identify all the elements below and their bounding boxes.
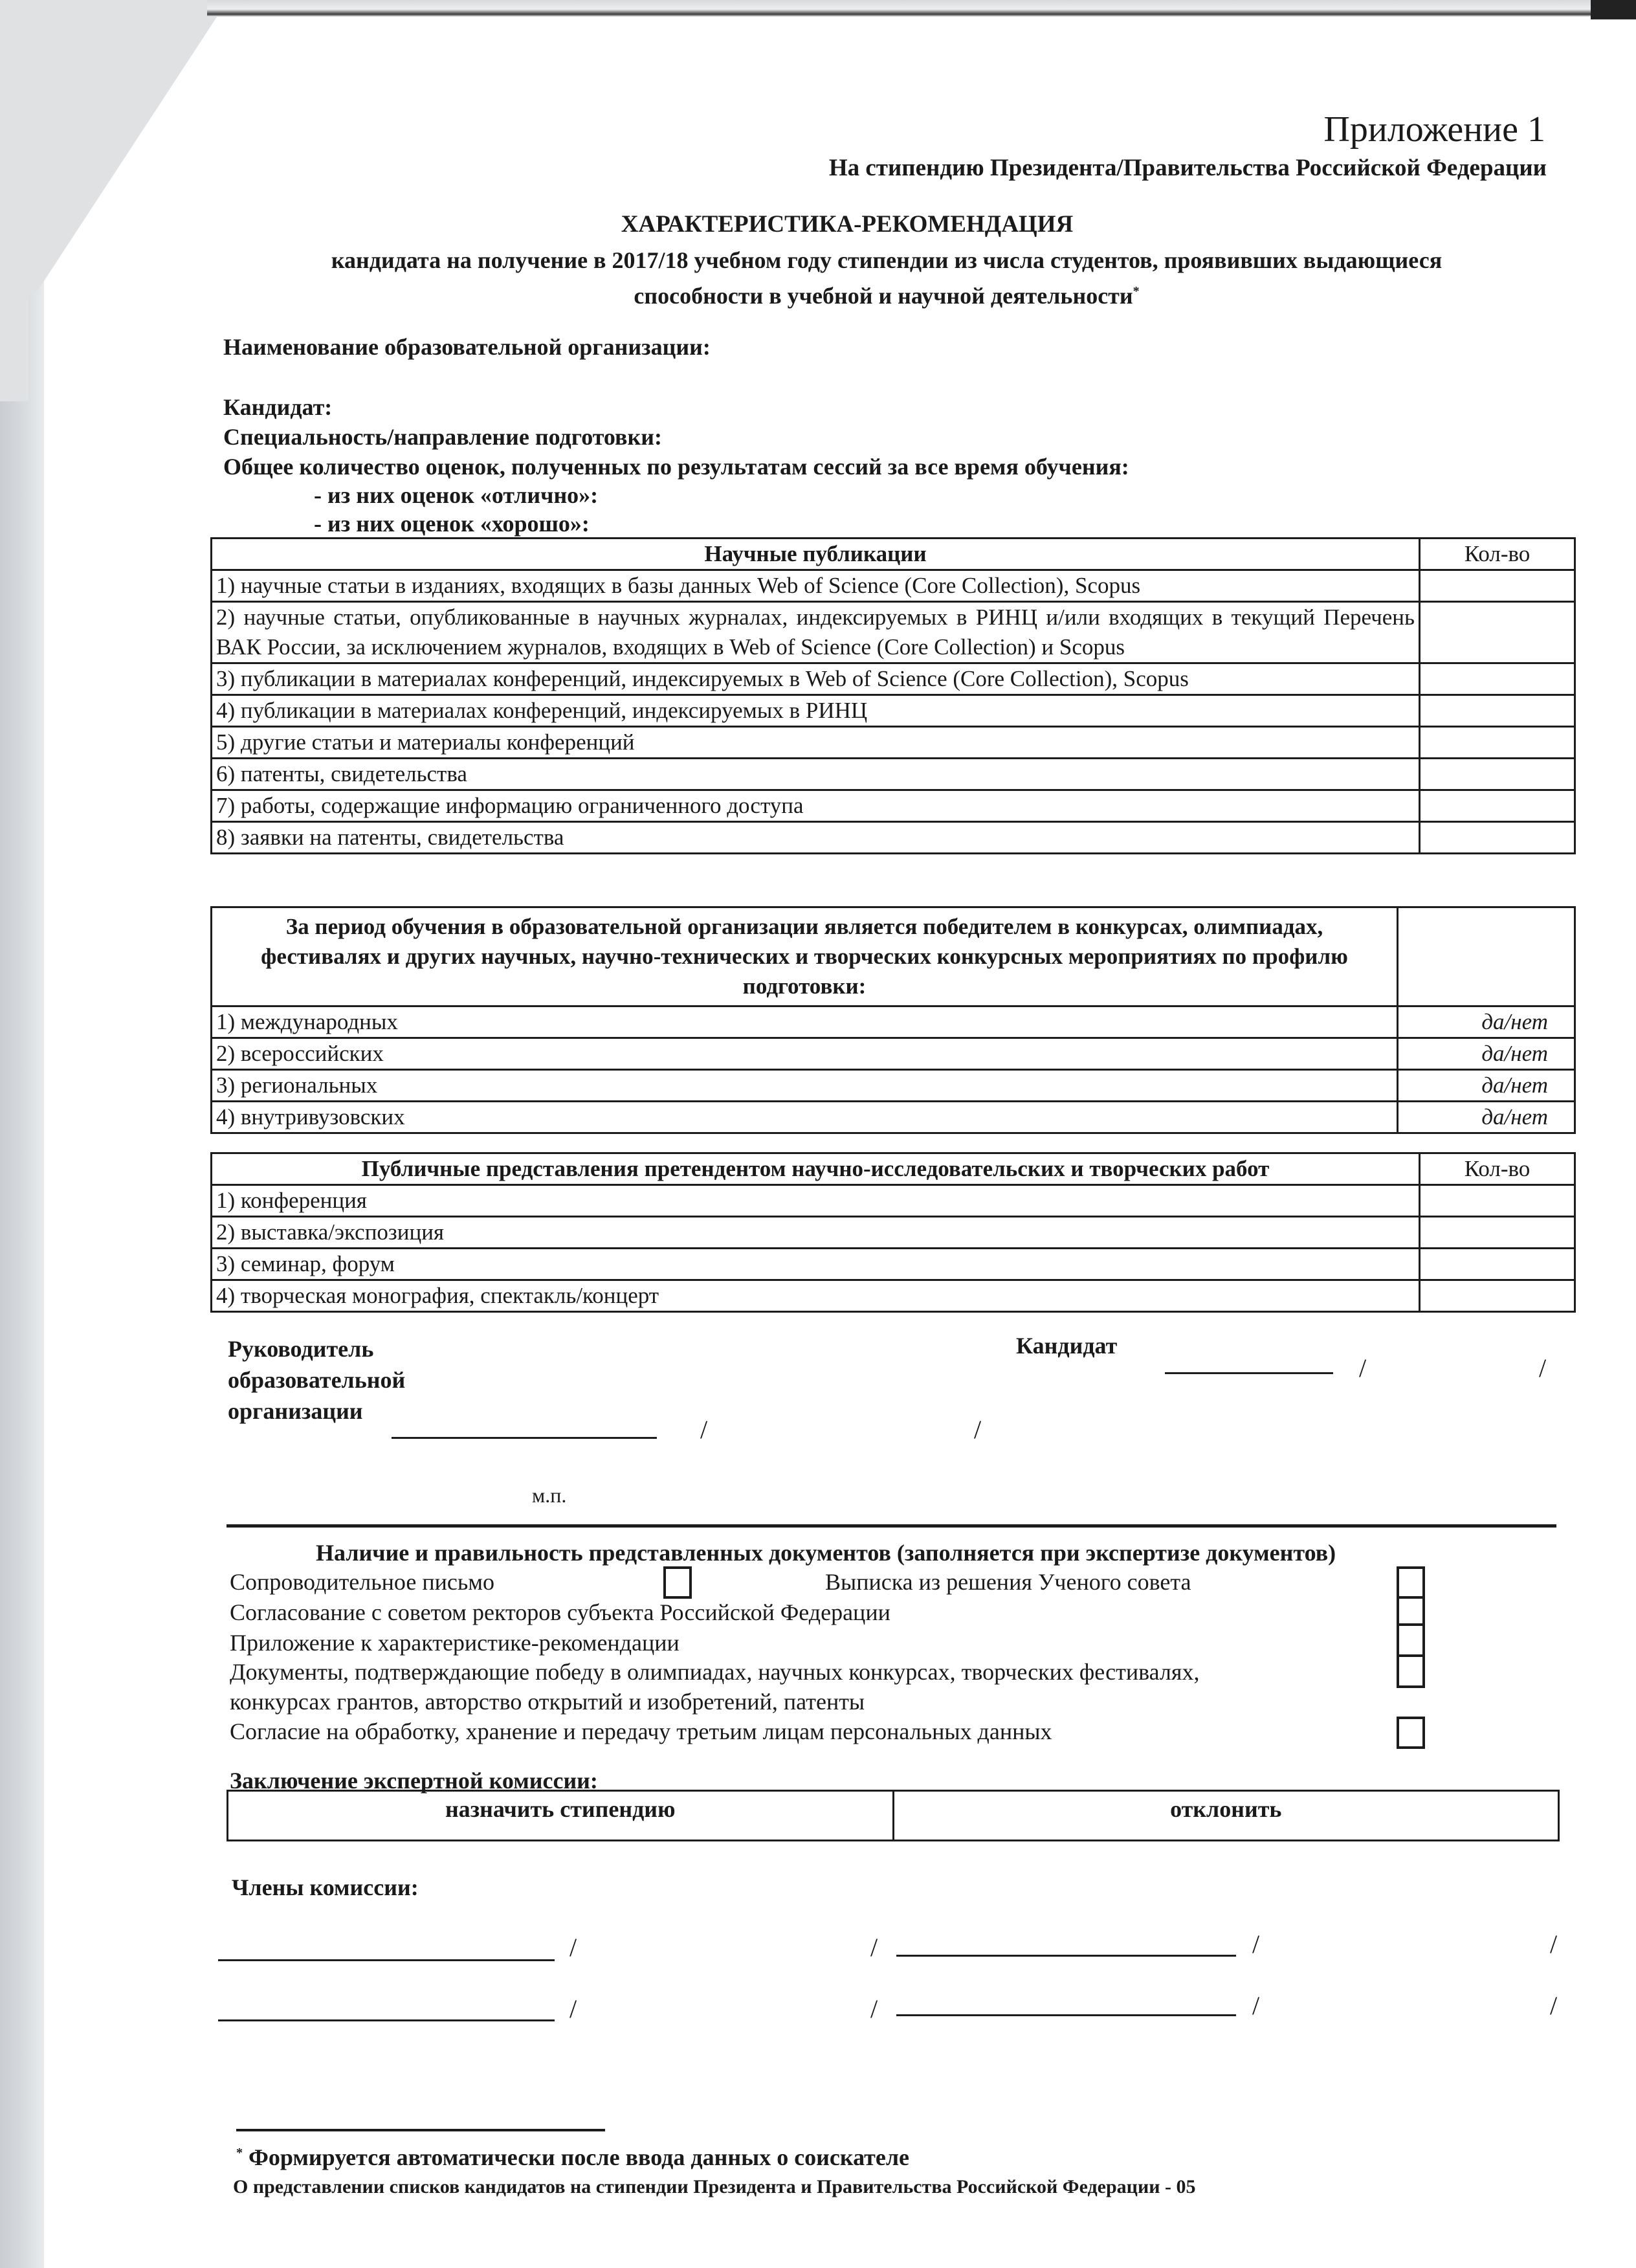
commission-slash: / — [870, 1933, 878, 1962]
page-footer: О представлении списков кандидатов на стипендии Президента и Правительства Российской Федерации - 05 — [233, 2176, 1196, 2197]
table-row — [212, 1217, 1575, 1249]
yes-no-cell[interactable]: да/нет — [1398, 1070, 1575, 1102]
footnote-divider — [236, 2129, 605, 2131]
qty-cell[interactable] — [1420, 695, 1575, 727]
presentations-header: Публичные представления претендентом научно-исследовательских и творческих работ — [212, 1153, 1420, 1185]
checkbox-council-extract[interactable] — [1397, 1566, 1425, 1599]
qty-cell[interactable] — [1420, 1185, 1575, 1217]
commission-signature-line[interactable] — [218, 2019, 555, 2021]
documents-check-title: Наличие и правильность представленных документов (заполняется при экспертизе документов) — [316, 1540, 1336, 1566]
commission-slash: / — [1252, 1991, 1260, 2020]
candidate-signature-label: Кандидат — [1016, 1333, 1118, 1359]
check-label-continued: конкурсах грантов, авторство открытий и изобретений, патенты — [230, 1689, 865, 1715]
qty-cell[interactable] — [1420, 822, 1575, 854]
qty-cell[interactable] — [1420, 759, 1575, 790]
table-header-row — [212, 539, 1575, 570]
candidate-slash-2: / — [1539, 1353, 1547, 1383]
presentations-table — [210, 1152, 1576, 1313]
table-row — [212, 822, 1575, 854]
winners-label: 4) внутривузовских — [212, 1102, 1398, 1133]
document-subtitle — [246, 245, 1527, 311]
subtitle-line-1: кандидата на получение в 2017/18 учебном году стипендии из числа студентов, проявивших выдающиеся — [331, 247, 1443, 273]
head-signature-label — [228, 1333, 405, 1427]
organization-field-label: Наименование образовательной организации: — [223, 334, 711, 360]
candidate-slash-1: / — [1359, 1353, 1367, 1383]
winners-header-blank — [1398, 907, 1575, 1006]
qty-cell[interactable] — [1420, 570, 1575, 602]
publication-label: 6) патенты, свидетельства — [212, 759, 1420, 790]
approve-scholarship-option[interactable]: назначить стипендию — [445, 1796, 676, 1822]
reject-option[interactable]: отклонить — [892, 1792, 1558, 1840]
candidate-field-label: Кандидат: — [223, 394, 333, 420]
specialty-field-label: Специальность/направление подготовки: — [223, 424, 662, 450]
commission-signature-line[interactable] — [896, 1955, 1236, 1957]
good-grades-field-label: - из них оценок «хорошо»: — [314, 511, 590, 537]
yes-no-cell[interactable]: да/нет — [1398, 1038, 1575, 1070]
scholarship-subtitle: На стипендию Президента/Правительства Российской Федерации — [828, 155, 1547, 181]
seal-label: м.п. — [532, 1484, 567, 1507]
publications-header: Научные публикации — [212, 539, 1420, 570]
head-label-line-1: Руководитель — [228, 1336, 374, 1362]
head-slash-2: / — [974, 1415, 982, 1444]
qty-cell[interactable] — [1420, 602, 1575, 663]
presentation-label: 3) семинар, форум — [212, 1249, 1420, 1280]
checkbox-rectors-council[interactable] — [1397, 1596, 1425, 1626]
qty-cell[interactable] — [1420, 663, 1575, 695]
winners-label: 1) международных — [212, 1006, 1398, 1038]
checkbox-cover-letter[interactable] — [663, 1566, 692, 1599]
table-row — [212, 790, 1575, 822]
check-label: Документы, подтверждающие победу в олимпиадах, научных конкурсах, творческих фестивалях, — [230, 1659, 1200, 1685]
winners-table — [210, 906, 1576, 1134]
head-slash-1: / — [700, 1415, 708, 1444]
presentation-label: 4) творческая монография, спектакль/концерт — [212, 1280, 1420, 1312]
presentation-label: 1) конференция — [212, 1185, 1420, 1217]
publication-label: 3) публикации в материалах конференций, индексируемых в Web of Science (Core Collection), Scopus — [212, 663, 1420, 695]
head-signature-line[interactable] — [392, 1437, 657, 1439]
table-row — [212, 1185, 1575, 1217]
footnote-mark: * — [1133, 284, 1140, 298]
commission-slash: / — [870, 1994, 878, 2023]
check-label: Согласие на обработку, хранение и передачу третьим лицам персональных данных — [230, 1718, 1052, 1744]
commission-slash: / — [1252, 1929, 1260, 1959]
head-label-line-2: образовательной — [228, 1367, 406, 1393]
table-row — [212, 1038, 1575, 1070]
table-row — [212, 759, 1575, 790]
document-title: ХАРАКТЕРИСТИКА-РЕКОМЕНДАЦИЯ — [621, 211, 1074, 238]
qty-cell[interactable] — [1420, 1217, 1575, 1249]
table-row — [212, 1006, 1575, 1038]
checkbox-appendix[interactable] — [1397, 1623, 1425, 1657]
publications-table — [210, 537, 1576, 854]
publication-label: 2) научные статьи, опубликованные в научных журналах, индексируемых в РИНЦ и/или входящих в текущий Перечень ВАК России, за исключением журналов, входящих в Web of Science (Core Collection) и Scopus — [212, 602, 1420, 663]
table-row — [212, 1102, 1575, 1133]
publication-label: 1) научные статьи в изданиях, входящих в базы данных Web of Science (Core Collection), Scopus — [212, 570, 1420, 602]
check-label: Согласование с советом ректоров субъекта Российской Федерации — [230, 1599, 890, 1625]
head-label-line-3: организации — [228, 1398, 363, 1424]
winners-header: За период обучения в образовательной организации является победителем в конкурсах, олимпиадах, фестивалях и других научных, научно-технических и творческих конкурсных мероприятиях по профилю подготовки: — [212, 907, 1398, 1006]
footnote-mark: * — [236, 2146, 243, 2160]
qty-cell[interactable] — [1420, 1280, 1575, 1312]
qty-cell[interactable] — [1420, 790, 1575, 822]
appendix-title: Приложение 1 — [1323, 109, 1545, 150]
table-row — [212, 727, 1575, 759]
table-row — [212, 1280, 1575, 1312]
total-grades-field-label: Общее количество оценок, полученных по результатам сессий за все время обучения: — [223, 454, 1129, 480]
conclusion-table — [227, 1790, 1560, 1841]
commission-signature-line[interactable] — [218, 1959, 555, 1961]
table-row — [212, 663, 1575, 695]
qty-cell[interactable] — [1420, 1249, 1575, 1280]
publication-label: 4) публикации в материалах конференций, индексируемых в РИНЦ — [212, 695, 1420, 727]
yes-no-cell[interactable]: да/нет — [1398, 1006, 1575, 1038]
check-label: Приложение к характеристике-рекомендации — [230, 1630, 680, 1656]
check-label: Сопроводительное письмо — [230, 1569, 495, 1595]
subtitle-line-2: способности в учебной и научной деятельности — [634, 283, 1133, 309]
qty-header: Кол-во — [1420, 539, 1575, 570]
check-label: Выписка из решения Ученого совета — [825, 1569, 1191, 1595]
table-header-row — [212, 907, 1575, 1006]
table-header-row — [212, 1153, 1575, 1185]
table-row — [212, 602, 1575, 663]
commission-slash: / — [1550, 1991, 1558, 2020]
publication-label: 5) другие статьи и материалы конференций — [212, 727, 1420, 759]
section-divider — [227, 1524, 1556, 1528]
table-row — [212, 570, 1575, 602]
qty-cell[interactable] — [1420, 727, 1575, 759]
checkbox-personal-data-consent[interactable] — [1397, 1717, 1425, 1749]
commission-slash: / — [569, 1933, 577, 1962]
table-row — [212, 695, 1575, 727]
excellent-grades-field-label: - из них оценок «отлично»: — [314, 482, 599, 508]
table-row — [212, 1070, 1575, 1102]
presentation-label: 2) выставка/экспозиция — [212, 1217, 1420, 1249]
footnote-text: Формируется автоматически после ввода данных о соискателе — [249, 2144, 909, 2170]
publication-label: 8) заявки на патенты, свидетельства — [212, 822, 1420, 854]
candidate-signature-line[interactable] — [1165, 1372, 1333, 1374]
yes-no-cell[interactable]: да/нет — [1398, 1102, 1575, 1133]
commission-slash: / — [1550, 1929, 1558, 1959]
footnote — [236, 2144, 909, 2171]
commission-signature-line[interactable] — [896, 2014, 1236, 2016]
checkbox-victory-documents[interactable] — [1397, 1654, 1425, 1688]
conclusion-title: Заключение экспертной комиссии: — [230, 1768, 598, 1794]
winners-label: 3) региональных — [212, 1070, 1398, 1102]
winners-label: 2) всероссийских — [212, 1038, 1398, 1070]
table-row — [212, 1249, 1575, 1280]
publication-label: 7) работы, содержащие информацию ограниченного доступа — [212, 790, 1420, 822]
commission-slash: / — [569, 1994, 577, 2023]
qty-header: Кол-во — [1420, 1153, 1575, 1185]
commission-title: Члены комиссии: — [232, 1874, 419, 1900]
